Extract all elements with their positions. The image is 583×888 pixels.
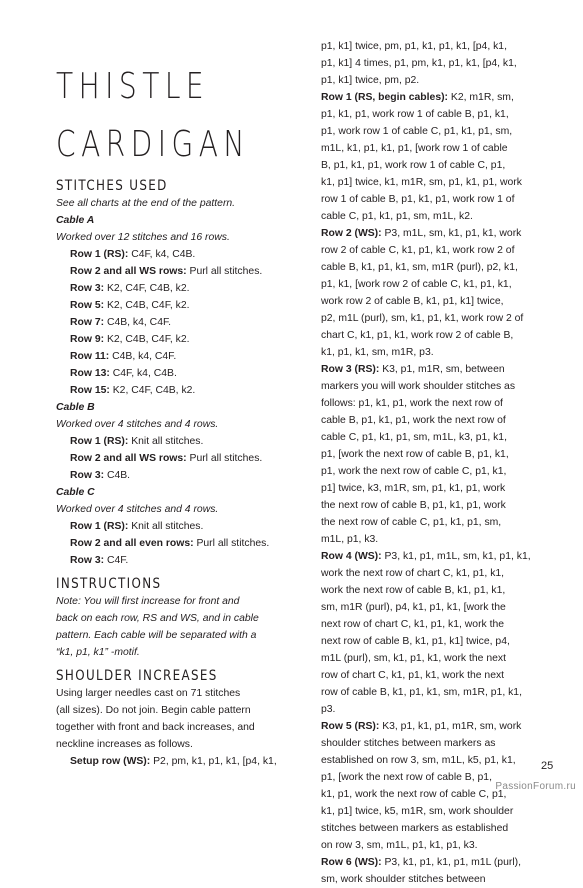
cable-a-row [56,365,292,382]
page-title-line-2: CARDIGAN [56,124,250,165]
row-text: K2, C4B, C4F, k2. [104,300,190,311]
row-text: P2, pm, k1, p1, k1, [p4, k1, [150,756,277,767]
row-label: Row 5 (RS): [321,721,380,732]
row-label: Row 2 (WS): [321,228,382,239]
row-text: Purl all stitches. [186,453,263,464]
pattern-row-1-line: k1, p1] twice, k1, m1R, sm, p1, k1, p1, work [321,177,522,188]
pattern-row-1-line: row 1 of cable B, p1, k1, p1, work row 1 of [321,194,515,205]
instructions-note-line: “k1, p1, k1” -motif. [56,647,140,658]
row-label: Row 3: [70,470,105,481]
cable-c-row [56,535,292,552]
pattern-row-3-line: p1, work the next row of cable C, p1, k1, [321,466,507,477]
pattern-row-4-first-line [321,548,549,565]
row-label: Row 3 (RS): [321,364,380,375]
pattern-row-4-line: next row of chart C, k1, p1, k1, work the [321,619,505,630]
pattern-row-1-line: cable C, p1, k1, p1, sm, m1L, k2. [321,211,473,222]
cable-b-row [56,467,292,484]
watermark: PassionForum.ru [495,781,576,792]
row-text: Knit all stitches. [128,436,204,447]
pattern-row-2-line: chart C, k1, p1, k1, work row 2 of cable B, [321,330,514,341]
row-text: C4B, k4, C4F. [109,351,177,362]
charts-note: See all charts at the end of the pattern. [56,198,236,209]
row-text: K3, p1, m1R, sm, between [379,364,505,375]
pattern-row-4-line: m1L (purl), sm, k1, p1, k1, work the next [321,653,506,664]
shoulder-intro-line: together with front and back increases, and [56,722,255,733]
pattern-row-4-line: work the next row of cable B, k1, p1, k1, [321,585,506,596]
row-label: Row 15: [70,385,110,396]
pattern-row-5-line: stitches between markers as established [321,823,509,834]
row-text: K2, m1R, sm, [448,92,514,103]
right-column [321,38,549,888]
row-text: Purl all stitches. [193,538,270,549]
pattern-row-5-line: established on row 3, sm, m1L, k5, p1, k1, [321,755,516,766]
pattern-row-4-line: work the next row of chart C, k1, p1, k1, [321,568,505,579]
row-text: C4F. [104,555,129,566]
pattern-row-1-line: p1, k1, p1, work row 1 of cable B, p1, k1, [321,109,509,120]
pattern-row-4-line: sm, m1R (purl), p4, k1, p1, k1, [work the [321,602,506,613]
pattern-row-1-first-line [321,89,549,106]
row-text: C4B, k4, C4F. [104,317,172,328]
cable-a-row [56,280,292,297]
row-text: P3, k1, p1, m1L, sm, k1, p1, k1, [381,551,531,562]
cable-c-row [56,552,292,569]
pattern-row-3-line: the next row of cable B, p1, k1, p1, work [321,500,506,511]
section-heading-stitches-used: STITCHES USED [56,178,168,194]
shoulder-intro-line: neckline increases as follows. [56,739,193,750]
section-heading-shoulder-increases: SHOULDER INCREASES [56,668,218,684]
shoulder-intro-line: Using larger needles cast on 71 stitches [56,688,241,699]
pattern-row-3-line: m1L, p1, k3. [321,534,379,545]
pattern-row-3-line: the next row of cable C, p1, k1, p1, sm, [321,517,502,528]
pattern-row-5-first-line [321,718,549,735]
row-label: Row 3: [70,555,105,566]
left-column [56,58,292,770]
cable-c-row [56,518,292,535]
row-label: Row 9: [70,334,105,345]
row-text: Knit all stitches. [128,521,204,532]
row-label: Row 1 (RS): [70,249,129,260]
row-text: K2, C4B, C4F, k2. [104,334,190,345]
pattern-row-1-line: m1L, k1, p1, k1, p1, [work row 1 of cable [321,143,508,154]
pattern-row-3-line: follows: p1, k1, p1, work the next row of [321,398,503,409]
row-label: Row 5: [70,300,105,311]
row-text: C4F, k4, C4B. [109,368,177,379]
row-text: P3, m1L, sm, k1, p1, k1, work [381,228,522,239]
instructions-note-line: pattern. Each cable will be separated with a [56,630,257,641]
cable-b-row [56,450,292,467]
row-label: Setup row (WS): [70,756,151,767]
row-text: K3, p1, k1, p1, m1R, sm, work [379,721,522,732]
instructions-note-line: Note: You will first increase for front and [56,596,240,607]
setup-row [56,753,292,770]
cable-a-row [56,297,292,314]
pattern-row-4-line: p3. [321,704,336,715]
setup-row-continuation: p1, k1] 4 times, p1, pm, k1, p1, k1, [p4, k1, [321,58,517,69]
row-text: Purl all stitches. [186,266,263,277]
pattern-row-2-line: row 2 of cable C, k1, p1, k1, work row 2 of [321,245,515,256]
row-label: Row 13: [70,368,110,379]
pattern-row-3-line: markers you will work shoulder stitches as [321,381,516,392]
row-label: Row 1 (RS): [70,436,129,447]
pattern-row-1-line: p1, work row 1 of cable C, p1, k1, p1, sm, [321,126,513,137]
pattern-row-3-line: cable C, p1, k1, p1, sm, m1L, k3, p1, k1, [321,432,507,443]
pattern-row-5-line: shoulder stitches between markers as [321,738,496,749]
row-label: Row 2 and all WS rows: [70,453,187,464]
pattern-row-2-line: p1, k1, [work row 2 of cable C, k1, p1, k1, [321,279,512,290]
section-heading-instructions: INSTRUCTIONS [56,576,162,592]
setup-row-continuation: p1, k1] twice, pm, p1, k1, p1, k1, [p4, k1, [321,41,507,52]
cable-c-title: Cable C [56,487,95,498]
cable-b-description: Worked over 4 stitches and 4 rows. [56,419,219,430]
page-number: 25 [541,760,554,772]
cable-c-description: Worked over 4 stitches and 4 rows. [56,504,219,515]
cable-a-description: Worked over 12 stitches and 16 rows. [56,232,230,243]
row-text: K2, C4F, C4B, k2. [109,385,196,396]
cable-b-title: Cable B [56,402,95,413]
pattern-row-2-line: work row 2 of cable B, k1, p1, k1] twice, [321,296,504,307]
pattern-row-1-line: B, p1, k1, p1, work row 1 of cable C, p1, [321,160,506,171]
pattern-row-5-line: p1, [work the next row of cable B, p1, [321,772,492,783]
setup-row-continuation: p1, k1] twice, pm, p2. [321,75,420,86]
pattern-row-5-line: on row 3, sm, m1L, p1, k1, p1, k3. [321,840,478,851]
cable-b-row [56,433,292,450]
row-label: Row 7: [70,317,105,328]
pattern-row-3-line: p1] twice, k3, m1R, sm, p1, k1, p1, work [321,483,506,494]
cable-a-row [56,348,292,365]
row-text: C4B. [104,470,131,481]
cable-a-row [56,382,292,399]
cable-a-title: Cable A [56,215,95,226]
instructions-note-line: back on each row, RS and WS, and in cable [56,613,259,624]
pattern-row-3-line: p1, [work the next row of cable B, p1, k1, [321,449,509,460]
shoulder-intro-line: (all sizes). Do not join. Begin cable pattern [56,705,251,716]
pattern-row-2-line: p2, m1L (purl), sm, k1, p1, k1, work row 2 of [321,313,524,324]
page-title-line-1: THISTLE [56,66,210,107]
pattern-row-5-line: k1, p1] twice, k5, m1R, sm, work shoulder [321,806,514,817]
cable-a-row [56,246,292,263]
row-label: Row 3: [70,283,105,294]
row-label: Row 2 and all even rows: [70,538,194,549]
pattern-row-5-line: k1, p1, work the next row of cable C, p1, [321,789,507,800]
pattern-row-4-line: row of cable B, k1, p1, k1, sm, m1R, p1, k1, [321,687,522,698]
cable-a-row [56,331,292,348]
row-text: K2, C4F, C4B, k2. [104,283,190,294]
row-label: Row 4 (WS): [321,551,382,562]
row-label: Row 11: [70,351,110,362]
pattern-row-4-line: row of chart C, k1, p1, k1, work the next [321,670,505,681]
pattern-row-6-line: sm, work shoulder stitches between [321,874,486,885]
row-text: P3, k1, p1, k1, p1, m1L (purl), [381,857,521,868]
row-label: Row 1 (RS, begin cables): [321,92,449,103]
pattern-row-6-first-line [321,854,549,871]
row-label: Row 1 (RS): [70,521,129,532]
pattern-row-2-first-line [321,225,549,242]
pattern-row-2-line: cable B, k1, p1, k1, sm, m1R (purl), p2, k1, [321,262,518,273]
row-label: Row 2 and all WS rows: [70,266,187,277]
row-label: Row 6 (WS): [321,857,382,868]
pattern-row-4-line: next row of cable B, k1, p1, k1] twice, p4, [321,636,510,647]
row-text: C4F, k4, C4B. [128,249,196,260]
pattern-row-3-line: cable B, p1, k1, p1, work the next row of [321,415,506,426]
pattern-row-3-first-line [321,361,549,378]
pattern-row-2-line: k1, p1, k1, sm, m1R, p3. [321,347,434,358]
cable-a-row [56,314,292,331]
cable-a-row [56,263,292,280]
